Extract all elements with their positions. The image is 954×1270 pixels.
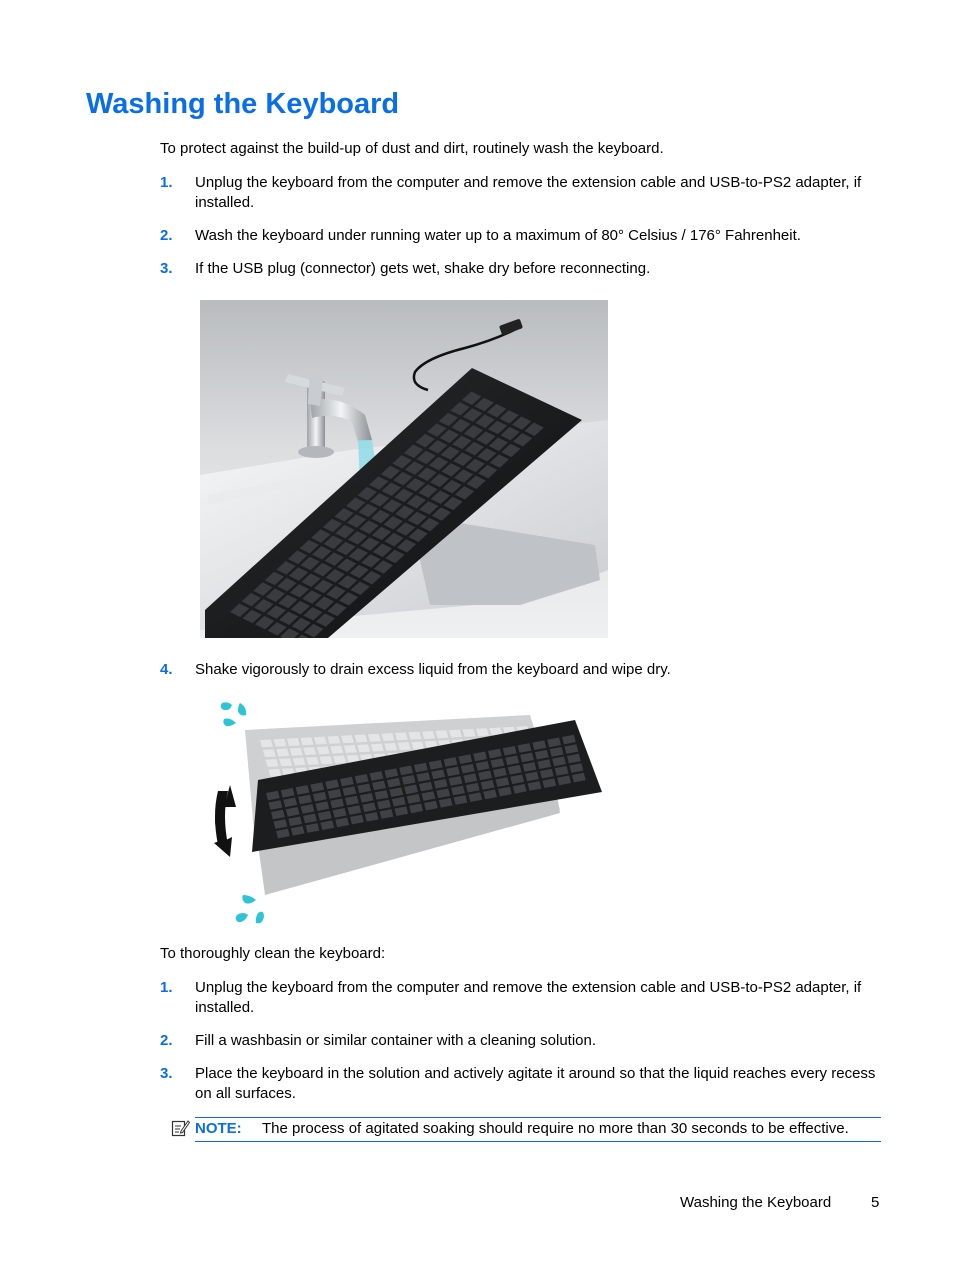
- keycap: [333, 756, 346, 764]
- note-text: The process of agitated soaking should require no more than 30 seconds to be effective.: [262, 1120, 849, 1137]
- step-number: 1.: [160, 174, 173, 191]
- keycap: [409, 732, 422, 740]
- step-number: 1.: [160, 979, 173, 996]
- keycap: [357, 744, 370, 752]
- keycap: [341, 735, 354, 743]
- step-number: 2.: [160, 227, 173, 244]
- intro-paragraph: To protect against the build-up of dust and dirt, routinely wash the keyboard.: [160, 140, 664, 157]
- step-text: Fill a washbasin or similar container with a cleaning solution.: [195, 1032, 597, 1049]
- keycap: [320, 756, 333, 764]
- keycap: [476, 728, 489, 736]
- keycap: [395, 732, 408, 740]
- keycap: [355, 735, 368, 743]
- page-title: Washing the Keyboard: [86, 88, 400, 120]
- step-number: 3.: [160, 1065, 173, 1082]
- step-number: 2.: [160, 1032, 173, 1049]
- keycap: [274, 739, 287, 747]
- keycap: [382, 733, 395, 741]
- keycap: [463, 729, 476, 737]
- keycap: [371, 744, 384, 752]
- step-text: Unplug the keyboard from the computer and remove the extension cable and USB-to-PS2 adapter, if installed.: [195, 979, 862, 1016]
- keycap: [411, 742, 424, 750]
- keycap: [328, 736, 341, 744]
- note-label: NOTE:: [195, 1120, 242, 1137]
- thorough-clean-intro: To thoroughly clean the keyboard:: [160, 945, 386, 962]
- keycap: [293, 758, 306, 766]
- keycap: [266, 759, 279, 767]
- keycap: [260, 739, 273, 747]
- keycap: [306, 757, 319, 765]
- keycap: [276, 749, 289, 757]
- keycap: [303, 747, 316, 755]
- keycap: [301, 737, 314, 745]
- keycap: [330, 746, 343, 754]
- step-number: 3.: [160, 260, 173, 277]
- step-text: If the USB plug (connector) gets wet, shake dry before reconnecting.: [195, 260, 651, 277]
- keycap: [268, 769, 281, 777]
- keycap: [398, 742, 411, 750]
- step-text: Place the keyboard in the solution and actively agitate it around so that the liquid reaches every recess on all surfaces.: [195, 1065, 876, 1102]
- keycap: [314, 737, 327, 745]
- keycap: [290, 748, 303, 756]
- keycap: [279, 758, 292, 766]
- keycap: [436, 730, 449, 738]
- step-text: Wash the keyboard under running water up to a maximum of 80° Celsius / 176° Fahrenheit.: [195, 227, 801, 244]
- keycap: [287, 738, 300, 746]
- step-number: 4.: [160, 661, 173, 678]
- keycap: [449, 730, 462, 738]
- keycap: [344, 745, 357, 753]
- keycap: [368, 734, 381, 742]
- step-text: Unplug the keyboard from the computer and remove the extension cable and USB-to-PS2 adapter, if installed.: [195, 174, 862, 211]
- page-number: 5: [871, 1194, 880, 1211]
- note-icon: [170, 1118, 190, 1138]
- keyboard-washing-figure: [200, 300, 608, 638]
- keycap: [317, 746, 330, 754]
- keycap: [422, 731, 435, 739]
- keycap: [384, 743, 397, 751]
- keycap: [263, 749, 276, 757]
- note-box: [195, 1117, 881, 1142]
- footer-section-title: Washing the Keyboard: [680, 1194, 832, 1211]
- keyboard-shaking-figure: [200, 695, 610, 930]
- step-text: Shake vigorously to drain excess liquid from the keyboard and wipe dry.: [195, 661, 671, 678]
